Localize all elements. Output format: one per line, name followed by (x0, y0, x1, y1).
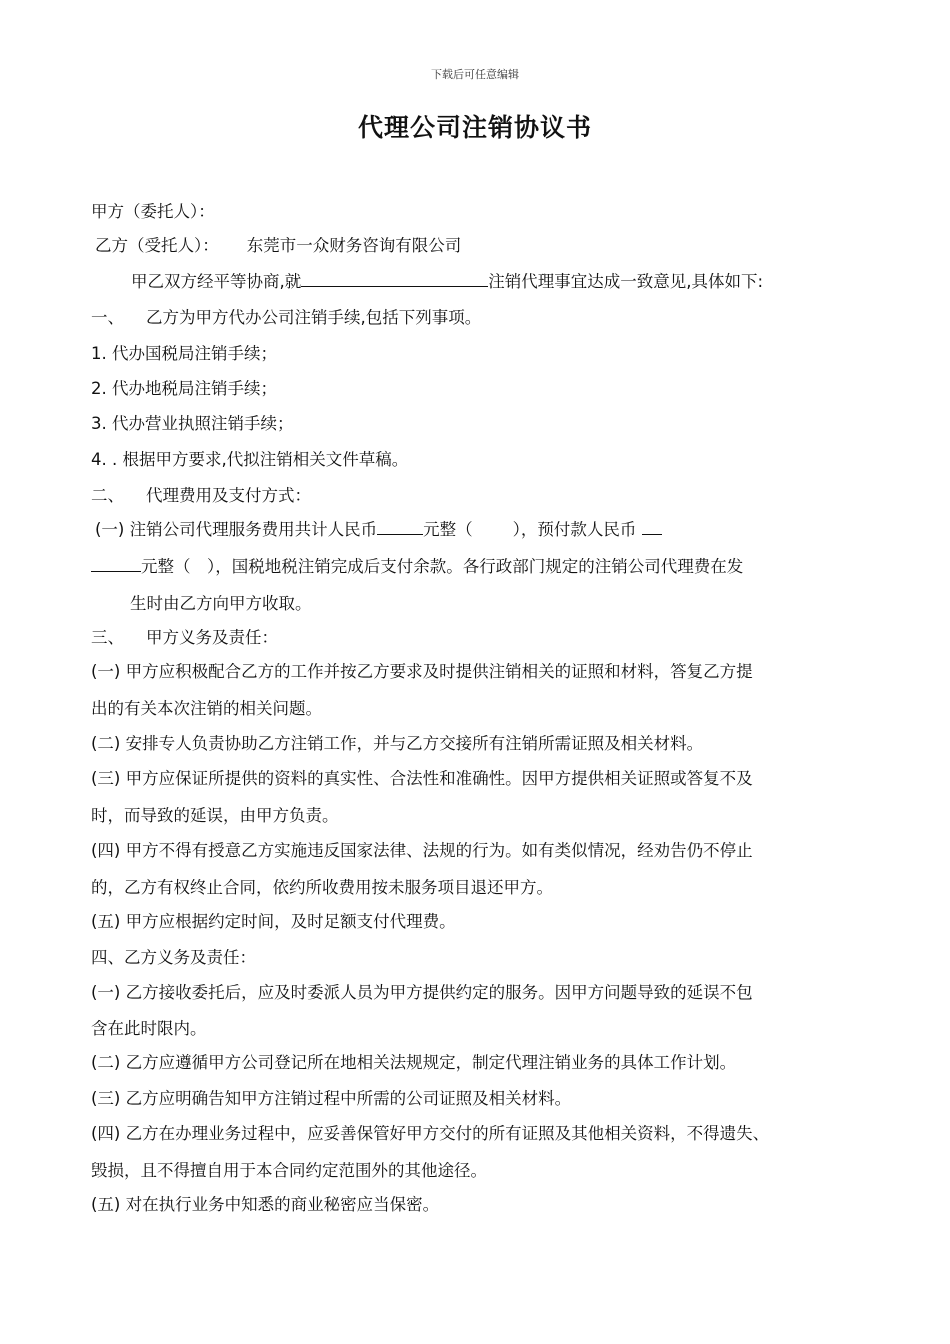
section-1-number: 一、 (91, 308, 124, 327)
intro-post: 注销代理事宜达成一致意见,具体如下: (488, 272, 764, 291)
section-3-line: 时，而导致的延误，由甲方负责。 (91, 806, 339, 825)
section-4-line: (一) 乙方接收委托后，应及时委派人员为甲方提供约定的服务。因甲方问题导致的延误不包 (91, 983, 753, 1002)
section-3-title: 甲方义务及责任： (146, 628, 278, 647)
fee-text-2: 元整（ (423, 520, 473, 539)
section-3-line: (三) 甲方应保证所提供的资料的真实性、合法性和准确性。因甲方提供相关证照或答复不及 (91, 769, 753, 788)
party-b-line (95, 235, 461, 257)
section-3-heading (91, 627, 278, 649)
section-3-line: 出的有关本次注销的相关问题。 (91, 699, 322, 718)
section-1-item: 1. 代办国税局注销手续； (91, 344, 277, 363)
document-title: 代理公司注销协议书 (357, 113, 592, 142)
fee-amount-blank (377, 518, 423, 535)
section-3-line: (四) 甲方不得有授意乙方实施违反国家法律、法规的行为。如有类似情况，经劝告仍不停止 (91, 841, 753, 860)
fee-text-4: 元整（ ），国税地税注销完成后支付余款。各行政部门规定的注销公司代理费在发 (141, 557, 744, 576)
section-4-line: (三) 乙方应明确告知甲方注销过程中所需的公司证照及相关材料。 (91, 1089, 572, 1108)
section-2-fee-line-3: 生时由乙方向甲方收取。 (130, 594, 312, 613)
section-4-line: 毁损，且不得擅自用于本合同约定范围外的其他途径。 (91, 1161, 487, 1180)
prepay-blank-start (642, 518, 662, 535)
section-1-item: 3. 代办营业执照注销手续； (91, 414, 294, 433)
party-a-line: 甲方（委托人）： (91, 202, 215, 221)
section-4-line: (二) 乙方应遵循甲方公司登记所在地相关法规规定，制定代理注销业务的具体工作计划。 (91, 1053, 737, 1072)
section-2-number: 二、 (91, 486, 124, 505)
section-1-item: 4. . 根据甲方要求,代拟注销相关文件草稿。 (91, 450, 409, 469)
section-2-fee-line (95, 518, 662, 541)
section-3-line: 的，乙方有权终止合同，依约所收费用按未服务项目退还甲方。 (91, 878, 553, 897)
section-1-item: 2. 代办地税局注销手续； (91, 379, 277, 398)
fee-text-1: (一) 注销公司代理服务费用共计人民币 (95, 520, 378, 539)
section-3-line: (一) 甲方应积极配合乙方的工作并按乙方要求及时提供注销相关的证照和材料，答复乙方提 (91, 662, 753, 681)
project-blank (301, 270, 488, 287)
fee-text-3: ），预付款人民币 (512, 520, 637, 539)
intro-pre: 甲乙双方经平等协商,就 (131, 272, 302, 291)
section-2-title: 代理费用及支付方式： (146, 486, 311, 505)
prepay-blank-end (91, 555, 141, 572)
party-b-name: 东莞市一众财务咨询有限公司 (246, 236, 462, 255)
section-3-line: (五) 甲方应根据约定时间，及时足额支付代理费。 (91, 912, 456, 931)
section-3-line: (二) 安排专人负责协助乙方注销工作，并与乙方交接所有注销所需证照及相关材料。 (91, 734, 704, 753)
intro-line (131, 270, 763, 293)
section-4-line: (五) 对在执行业务中知悉的商业秘密应当保密。 (91, 1195, 440, 1214)
section-2-heading (91, 485, 311, 507)
section-4-line: 含在此时限内。 (91, 1019, 207, 1038)
section-2-fee-line-2 (91, 555, 743, 578)
header-note: 下载后可任意编辑 (431, 68, 519, 81)
section-1-heading (91, 307, 481, 329)
section-4-line: (四) 乙方在办理业务过程中，应妥善保管好甲方交付的所有证照及其他相关资料，不得遗失、 (91, 1124, 770, 1143)
section-1-title: 乙方为甲方代办公司注销手续,包括下列事项。 (146, 308, 482, 327)
party-b-label: 乙方（受托人）： (95, 236, 219, 255)
section-4-heading: 四、乙方义务及责任： (91, 948, 256, 967)
section-3-number: 三、 (91, 628, 124, 647)
